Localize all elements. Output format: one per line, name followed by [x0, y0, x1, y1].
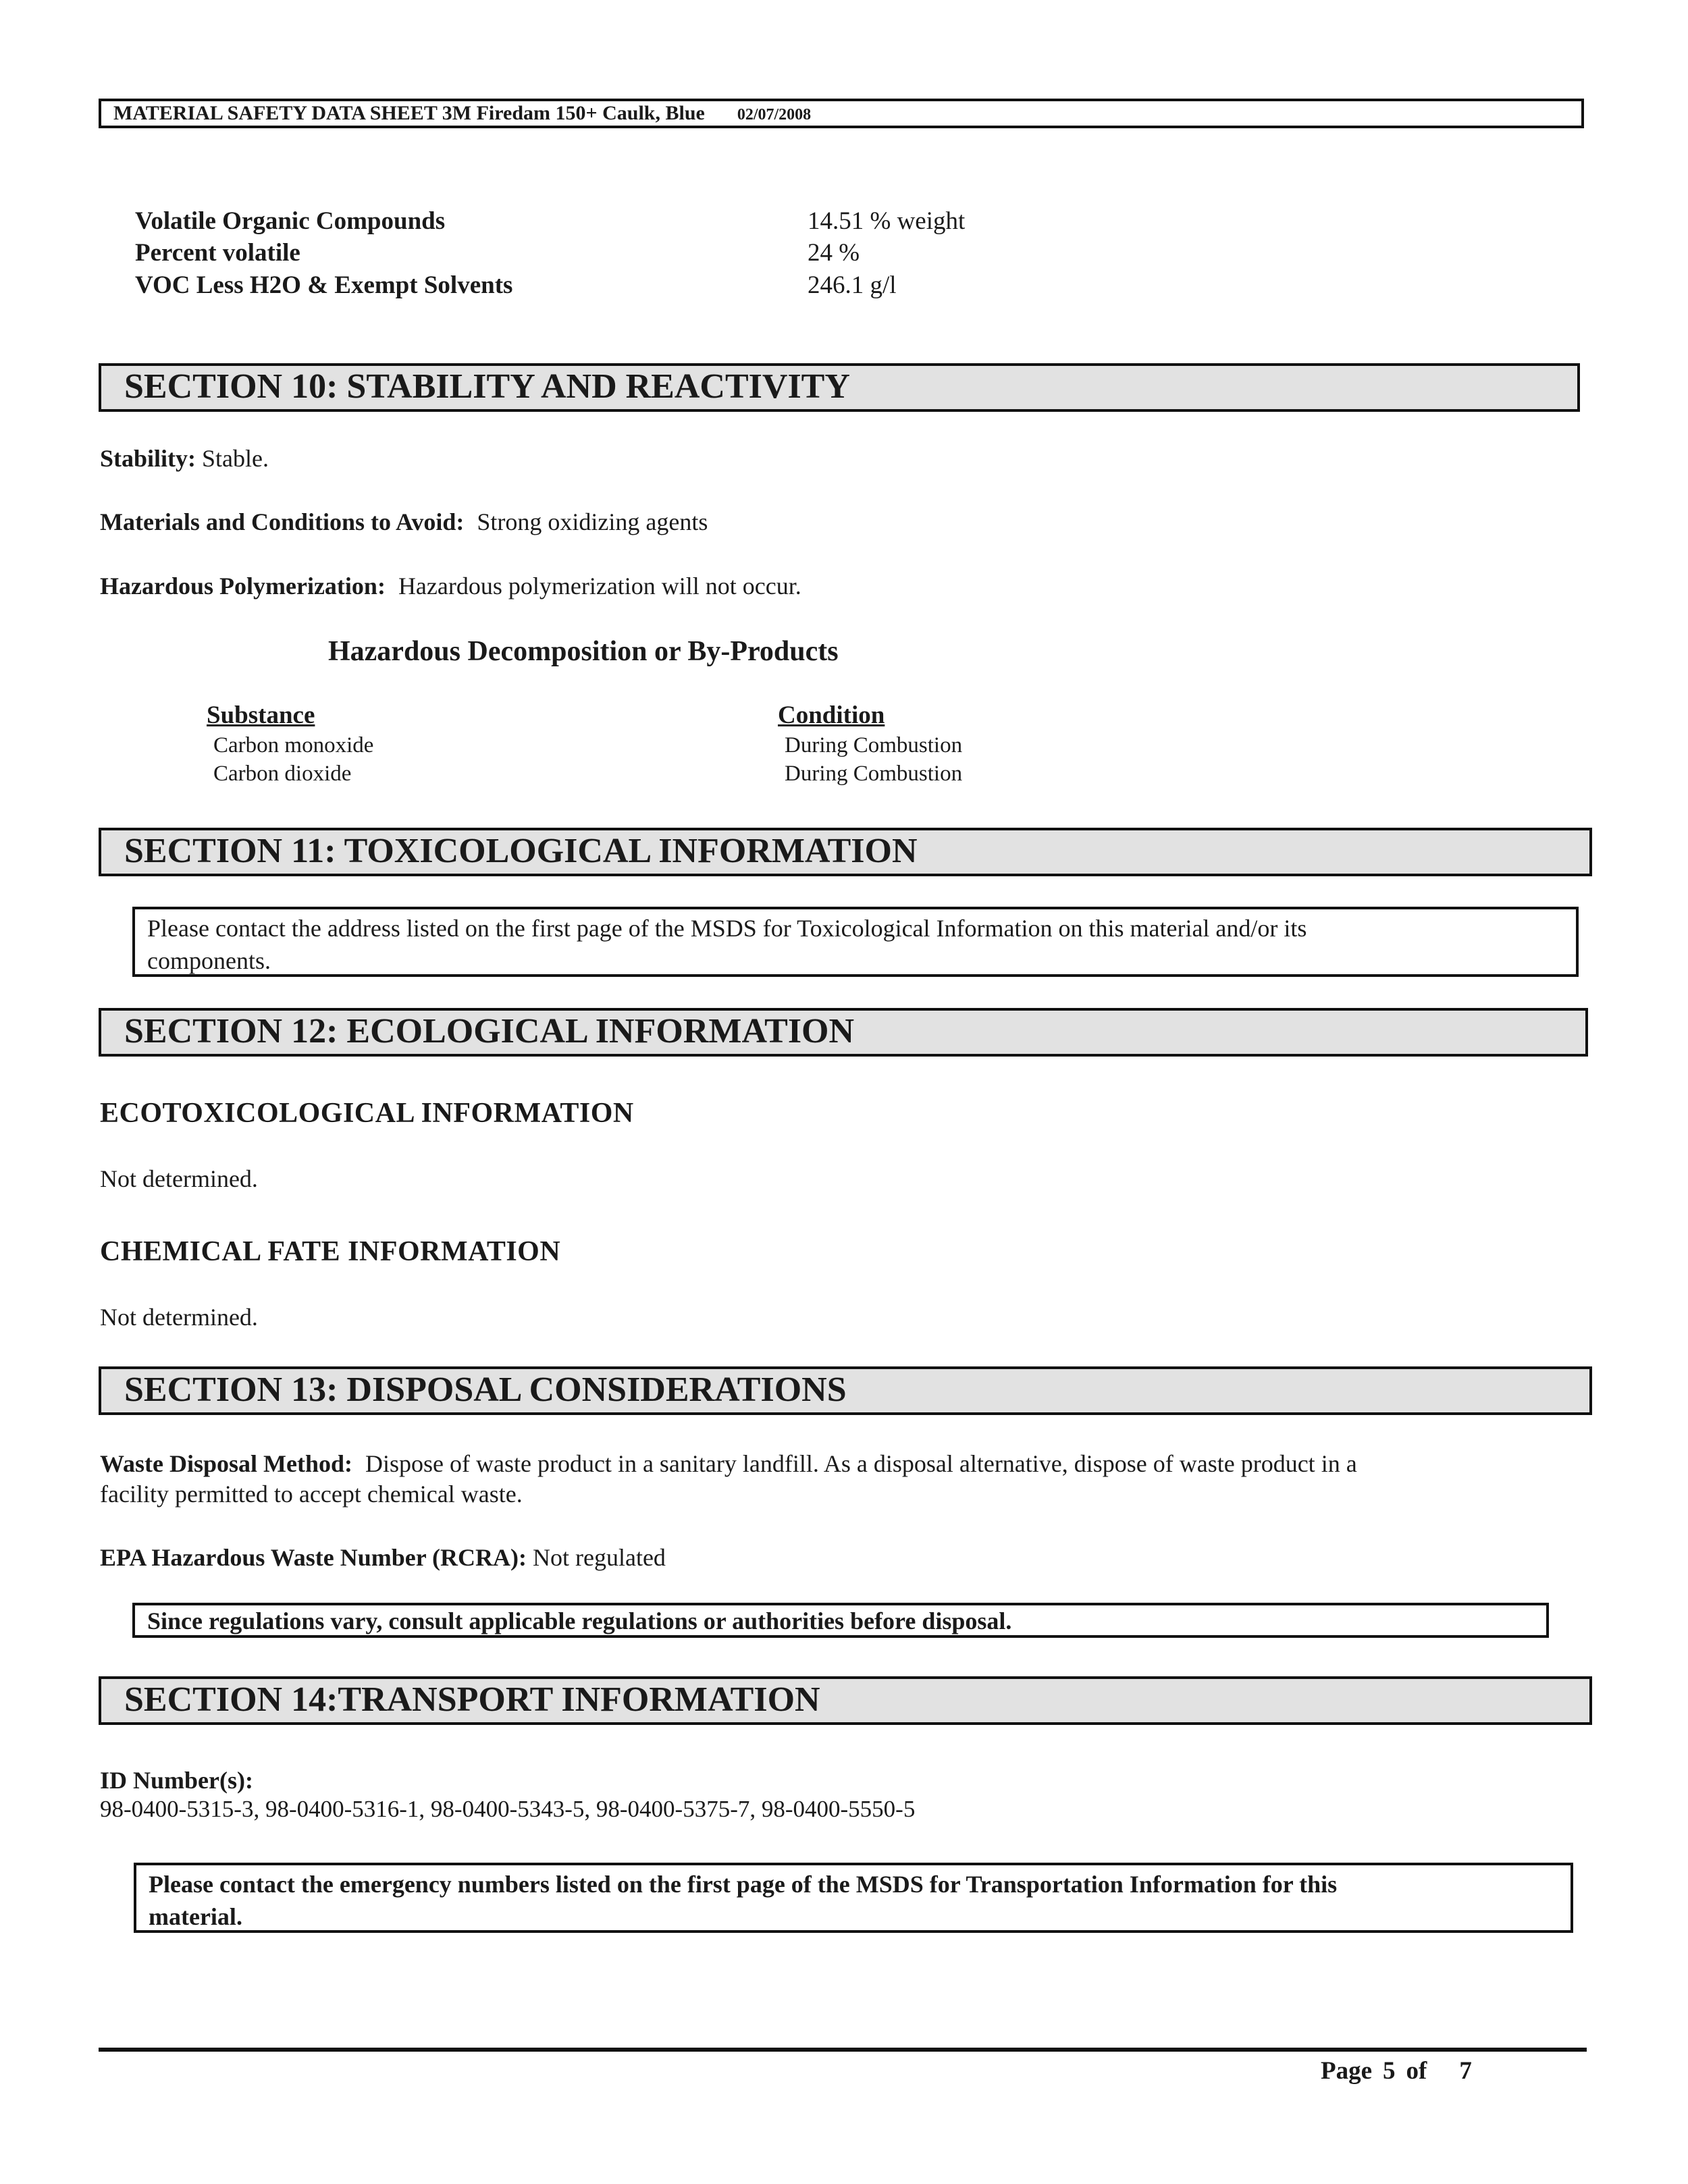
page-word: Page [1321, 2057, 1373, 2085]
page-current: 5 [1383, 2057, 1396, 2085]
avoid-label: Materials and Conditions to Avoid: [100, 508, 465, 535]
page-number [1321, 2056, 1483, 2085]
chemical-fate-heading: CHEMICAL FATE INFORMATION [100, 1236, 561, 1267]
disposal-notice-box: Since regulations vary, consult applicable regulations or authorities before disposal. [132, 1603, 1549, 1638]
waste-disposal-text-cont: facility permitted to accept chemical waste. [100, 1481, 523, 1508]
epa-label: EPA Hazardous Waste Number (RCRA): [100, 1544, 527, 1571]
condition-cell: During Combustion [785, 733, 963, 757]
section-11-title: SECTION 11: TOXICOLOGICAL INFORMATION [99, 828, 1592, 876]
voc-value: 14.51 % weight [808, 207, 966, 235]
epa-value: Not regulated [533, 1544, 666, 1571]
substance-cell: Carbon dioxide [213, 762, 352, 786]
voc-less-label: VOC Less H2O & Exempt Solvents [135, 271, 513, 299]
polymerization-label: Hazardous Polymerization: [100, 572, 386, 600]
decomposition-title: Hazardous Decomposition or By-Products [328, 636, 839, 667]
header-date: 02/07/2008 [737, 106, 812, 124]
transport-notice-line: Please contact the emergency numbers listed on the first page of the MSDS for Transportation Information for this [149, 1871, 1338, 1898]
waste-disposal-line [100, 1449, 1357, 1478]
section-13-title: SECTION 13: DISPOSAL CONSIDERATIONS [99, 1366, 1592, 1415]
waste-disposal-label: Waste Disposal Method: [100, 1450, 353, 1477]
section-12-title: SECTION 12: ECOLOGICAL INFORMATION [99, 1008, 1588, 1057]
stability-value: Stable. [202, 445, 269, 472]
stability-label: Stability: [100, 445, 196, 472]
polymerization-line [100, 572, 801, 600]
header-title: MATERIAL SAFETY DATA SHEET 3M Firedam 150+ Caulk, Blue [113, 102, 705, 124]
percent-volatile-label: Percent volatile [135, 239, 300, 267]
id-numbers-value: 98-0400-5315-3, 98-0400-5316-1, 98-0400-5343-5, 98-0400-5375-7, 98-0400-5550-5 [100, 1796, 916, 1822]
chemical-fate-text: Not determined. [100, 1304, 258, 1331]
stability-line [100, 444, 269, 473]
percent-volatile-value: 24 % [808, 239, 860, 267]
transport-notice-box [134, 1863, 1573, 1933]
voc-less-value: 246.1 g/l [808, 271, 897, 299]
ecotoxicological-heading: ECOTOXICOLOGICAL INFORMATION [100, 1098, 634, 1129]
section-14-title: SECTION 14:TRANSPORT INFORMATION [99, 1676, 1592, 1725]
avoid-value: Strong oxidizing agents [477, 508, 708, 535]
toxicological-notice-line: Please contact the address listed on the first page of the MSDS for Toxicological Information on this material and/or its [147, 915, 1307, 942]
avoid-line [100, 508, 708, 536]
waste-disposal-text: Dispose of waste product in a sanitary landfill. As a disposal alternative, dispose of waste product in a [365, 1450, 1357, 1477]
condition-column-header: Condition [778, 701, 885, 729]
ecotoxicological-text: Not determined. [100, 1165, 258, 1192]
substance-column-header: Substance [207, 701, 315, 729]
substance-cell: Carbon monoxide [213, 733, 374, 757]
voc-label: Volatile Organic Compounds [135, 207, 446, 235]
epa-line [100, 1543, 666, 1572]
toxicological-notice-box [132, 907, 1579, 977]
transport-notice-line: material. [149, 1903, 242, 1930]
toxicological-notice-line: components. [147, 947, 271, 974]
document-header [99, 99, 1584, 128]
id-numbers-label: ID Number(s): [100, 1767, 253, 1794]
page-total: 7 [1459, 2057, 1472, 2085]
page-of: of [1406, 2057, 1427, 2085]
footer-rule [99, 2048, 1587, 2052]
section-10-title: SECTION 10: STABILITY AND REACTIVITY [99, 363, 1580, 412]
polymerization-value: Hazardous polymerization will not occur. [398, 572, 801, 600]
condition-cell: During Combustion [785, 762, 963, 786]
